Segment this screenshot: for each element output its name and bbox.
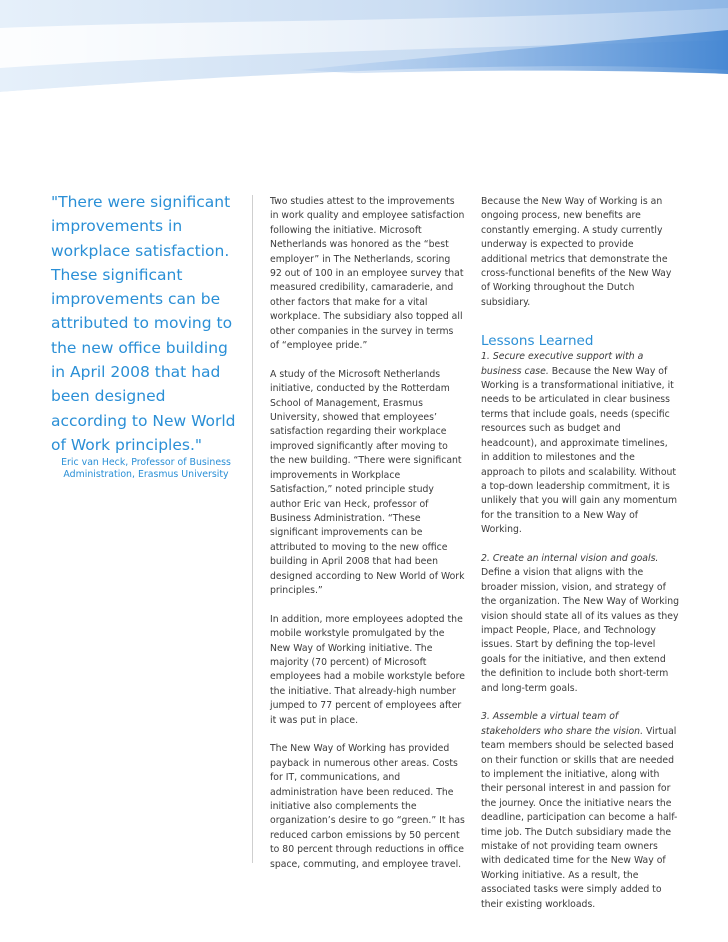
paragraph: The New Way of Working has provided payback in numerous other areas. Costs for IT, communications, and administration have been reduced. The initiative also complements the organization’s desire to go “green.” It has reduced carbon emissions by 50 percent to 80 percent through reductions in office space, commuting, and employee travel. [270,743,465,870]
lesson-title: 2. Create an internal vision and goals. [481,552,659,564]
paragraph: Two studies attest to the improvements in work quality and employee satisfaction following the initiative. Microsoft Netherlands was honored as the “best employer” in The Netherlands, scoring 92 out of 100 in an employee survey that measured credibility, camaraderie, and other factors that make for a vital workplace. The subsidiary also topped all other companies in the survey in terms of “employee pride.” [270,196,465,352]
pull-quote-line: of Work principles." [51,435,203,454]
pull-quote-line: attributed to moving to [51,314,233,333]
pull-quote-line: improvements can be [51,290,221,309]
lesson-body: Because the New Way of Working is a transformational initiative, it needs to be articulated in clear business terms that include goals, needs (specific resources such as budget and headcount), and approximate timelines, in addition to milestones and the approach to pilots and scalability. Without a top-down leadership commitment, it is unlikely that you will gain any momentum for the transition to a New Way of Working. [481,365,678,536]
paragraph: A study of the Microsoft Netherlands initiative, conducted by the Rotterdam School of Management, Erasmus University, showed that employees’ satisfaction regarding their workplace improved significantly after moving to the new building. “There were significant improvements in Workplace Satisfaction,” noted principle study author Eric van Heck, professor of Business Administration. “These significant improvements can be attributed to moving to the new office building in April 2008 that had been designed according to New World of Work principles.” [270,368,465,596]
section-heading: Lessons Learned [481,333,594,350]
header-banner-graphic [0,0,728,96]
pull-quote-line: These significant [51,265,183,284]
column-divider [252,195,253,863]
lesson-body: Define a vision that aligns with the broader mission, vision, and strategy of the organization. The New Way of Working vision should state all of its values as they impact People, Place, and Technology issues. Start by defining the top-level goals for the initiative, and then extend the definition to include both short-term and long-term goals. [481,567,679,694]
lesson-title: 3. Assemble a virtual team of stakeholders who share the vision. [481,711,644,737]
paragraph: Because the New Way of Working is an ongoing process, new benefits are constantly emerging. A study currently underway is expected to provide additional metrics that demonstrate the cross-functional benefits of the New Way of Working throughout the Dutch subsidiary. [481,196,672,308]
body-column-middle [270,195,465,886]
quote-attribution [51,457,241,481]
pull-quote-line: the new office building [51,338,228,357]
pull-quote-line: "There were significant [51,193,231,211]
pull-quote [51,190,241,457]
pull-quote-line: according to New World [51,411,236,430]
attribution-line: Eric van Heck, Professor of Business [61,457,231,468]
paragraph: In addition, more employees adopted the mobile workstyle promulgated by the New Way of Working initiative. The majority (70 percent) of Microsoft employees had a mobile workstyle before the initiative. That already-high number jumped to 77 percent of employees after it was put in place. [270,613,465,726]
pull-quote-line: workplace satisfaction. [51,241,230,260]
pull-quote-line: improvements in [51,217,183,236]
lesson-item [481,710,679,912]
body-column-right [481,195,679,926]
attribution-line: Administration, Erasmus University [63,469,229,480]
lesson-title: 1. Secure executive support with a business case. [481,351,644,377]
lesson-body: Virtual team members should be selected based on their function or skills that are needed to implement the initiative, along with their personal interest in and passion for the journey. Once the initiative nears the deadline, participation can become a half-time job. The Dutch subsidiary made the mistake of not providing team owners with dedicated time for the New Way of Working initiative. As a result, the associated tasks were simply added to their existing workloads. [481,725,678,910]
pull-quote-line: in April 2008 that had [51,363,221,382]
lesson-item [481,350,679,537]
lesson-item [481,552,679,696]
pull-quote-line: been designed [51,387,166,406]
